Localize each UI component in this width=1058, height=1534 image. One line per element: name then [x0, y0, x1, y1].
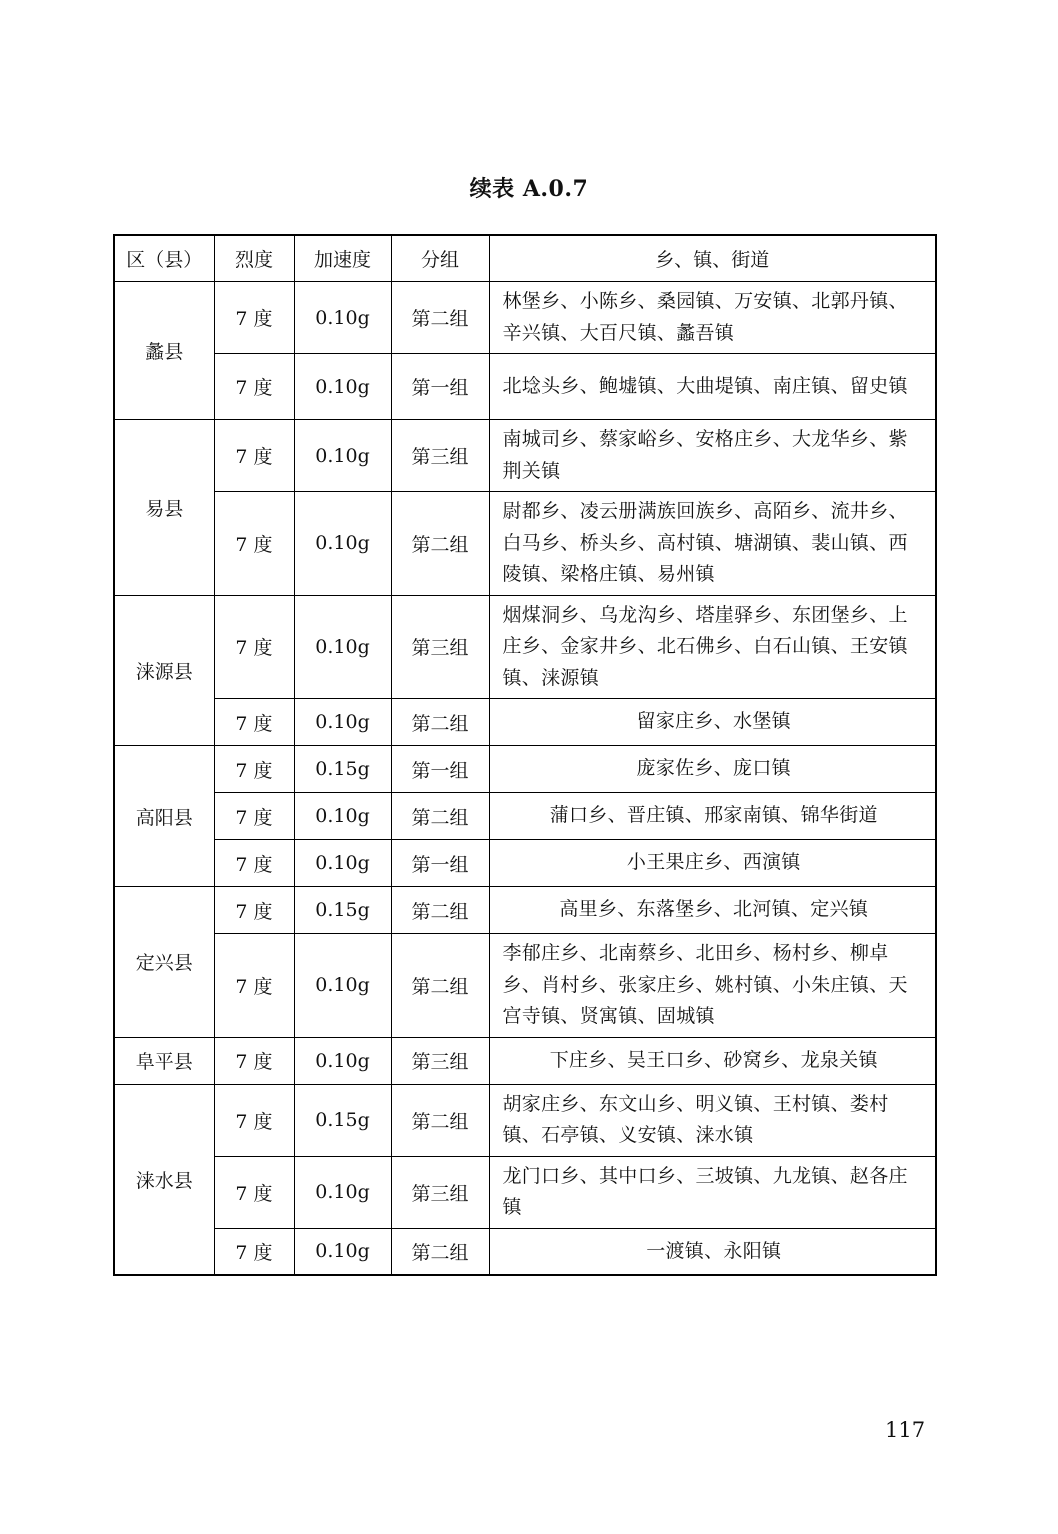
towns-cell: 南城司乡、蔡家峪乡、安格庄乡、大龙华乡、紫荆关镇	[489, 420, 936, 492]
group-cell: 第二组	[391, 1228, 489, 1275]
group-cell: 第一组	[391, 840, 489, 887]
towns-cell: 蒲口乡、晋庄镇、邢家南镇、锦华街道	[489, 793, 936, 840]
towns-cell: 留家庄乡、水堡镇	[489, 699, 936, 746]
acceleration-cell: 0.10g	[294, 793, 391, 840]
table-row	[114, 1156, 936, 1228]
table-title: 续表 A.0.7	[469, 176, 589, 202]
towns-cell: 胡家庄乡、东文山乡、明义镇、王村镇、娄村镇、石亭镇、义安镇、涞水镇	[489, 1084, 936, 1156]
acceleration-cell: 0.10g	[294, 699, 391, 746]
group-cell: 第二组	[391, 1084, 489, 1156]
table-row	[114, 887, 936, 934]
towns-cell: 一渡镇、永阳镇	[489, 1228, 936, 1275]
intensity-cell: 7 度	[214, 420, 294, 492]
header-towns: 乡、镇、街道	[489, 235, 936, 282]
acceleration-cell: 0.15g	[294, 1084, 391, 1156]
group-cell: 第二组	[391, 282, 489, 354]
header-group: 分组	[391, 235, 489, 282]
table-row	[114, 1084, 936, 1156]
intensity-cell: 7 度	[214, 1228, 294, 1275]
acceleration-cell: 0.10g	[294, 1156, 391, 1228]
county-cell: 蠡县	[114, 282, 214, 420]
table-row	[114, 1228, 936, 1275]
acceleration-cell: 0.10g	[294, 934, 391, 1038]
county-cell: 易县	[114, 420, 214, 596]
group-cell: 第二组	[391, 793, 489, 840]
towns-cell: 下庄乡、吴王口乡、砂窝乡、龙泉关镇	[489, 1037, 936, 1084]
table-row	[114, 746, 936, 793]
seismic-table	[113, 234, 937, 1276]
group-cell: 第一组	[391, 354, 489, 420]
intensity-cell: 7 度	[214, 492, 294, 596]
acceleration-cell: 0.10g	[294, 1228, 391, 1275]
header-row	[114, 235, 936, 282]
acceleration-cell: 0.15g	[294, 746, 391, 793]
page-number: 117	[885, 1418, 926, 1442]
towns-cell: 龙门口乡、其中口乡、三坡镇、九龙镇、赵各庄镇	[489, 1156, 936, 1228]
table-body	[114, 282, 936, 1276]
acceleration-cell: 0.10g	[294, 492, 391, 596]
table-row	[114, 934, 936, 1038]
group-cell: 第二组	[391, 934, 489, 1038]
table-row	[114, 595, 936, 699]
county-cell: 阜平县	[114, 1037, 214, 1084]
table-row	[114, 420, 936, 492]
table-row	[114, 793, 936, 840]
intensity-cell: 7 度	[214, 793, 294, 840]
table-row	[114, 699, 936, 746]
county-cell: 涞水县	[114, 1084, 214, 1275]
acceleration-cell: 0.10g	[294, 840, 391, 887]
intensity-cell: 7 度	[214, 934, 294, 1038]
intensity-cell: 7 度	[214, 1037, 294, 1084]
acceleration-cell: 0.10g	[294, 282, 391, 354]
county-cell: 涞源县	[114, 595, 214, 746]
group-cell: 第二组	[391, 699, 489, 746]
intensity-cell: 7 度	[214, 699, 294, 746]
intensity-cell: 7 度	[214, 887, 294, 934]
group-cell: 第三组	[391, 1037, 489, 1084]
header-county: 区（县）	[114, 235, 214, 282]
intensity-cell: 7 度	[214, 354, 294, 420]
acceleration-cell: 0.10g	[294, 354, 391, 420]
county-cell: 定兴县	[114, 887, 214, 1038]
towns-cell: 北埝头乡、鲍墟镇、大曲堤镇、南庄镇、留史镇	[489, 354, 936, 420]
table-row	[114, 282, 936, 354]
intensity-cell: 7 度	[214, 746, 294, 793]
table-row	[114, 354, 936, 420]
header-intensity: 烈度	[214, 235, 294, 282]
group-cell: 第二组	[391, 492, 489, 596]
towns-cell: 林堡乡、小陈乡、桑园镇、万安镇、北郭丹镇、辛兴镇、大百尺镇、蠡吾镇	[489, 282, 936, 354]
group-cell: 第一组	[391, 746, 489, 793]
group-cell: 第二组	[391, 887, 489, 934]
acceleration-cell: 0.10g	[294, 595, 391, 699]
towns-cell: 尉都乡、凌云册满族回族乡、高陌乡、流井乡、白马乡、桥头乡、高村镇、塘湖镇、裴山镇、西陵镇、梁格庄镇、易州镇	[489, 492, 936, 596]
intensity-cell: 7 度	[214, 282, 294, 354]
header-acceleration: 加速度	[294, 235, 391, 282]
group-cell: 第三组	[391, 1156, 489, 1228]
county-cell: 高阳县	[114, 746, 214, 887]
acceleration-cell: 0.10g	[294, 1037, 391, 1084]
towns-cell: 庞家佐乡、庞口镇	[489, 746, 936, 793]
table-row	[114, 840, 936, 887]
acceleration-cell: 0.15g	[294, 887, 391, 934]
table-row	[114, 492, 936, 596]
intensity-cell: 7 度	[214, 1084, 294, 1156]
intensity-cell: 7 度	[214, 840, 294, 887]
group-cell: 第三组	[391, 595, 489, 699]
towns-cell: 烟煤洞乡、乌龙沟乡、塔崖驿乡、东团堡乡、上庄乡、金家井乡、北石佛乡、白石山镇、王安镇镇、涞源镇	[489, 595, 936, 699]
table-row	[114, 1037, 936, 1084]
acceleration-cell: 0.10g	[294, 420, 391, 492]
towns-cell: 高里乡、东落堡乡、北河镇、定兴镇	[489, 887, 936, 934]
towns-cell: 小王果庄乡、西演镇	[489, 840, 936, 887]
intensity-cell: 7 度	[214, 1156, 294, 1228]
group-cell: 第三组	[391, 420, 489, 492]
intensity-cell: 7 度	[214, 595, 294, 699]
towns-cell: 李郁庄乡、北南蔡乡、北田乡、杨村乡、柳卓乡、肖村乡、张家庄乡、姚村镇、小朱庄镇、天宫寺镇、贤寓镇、固城镇	[489, 934, 936, 1038]
